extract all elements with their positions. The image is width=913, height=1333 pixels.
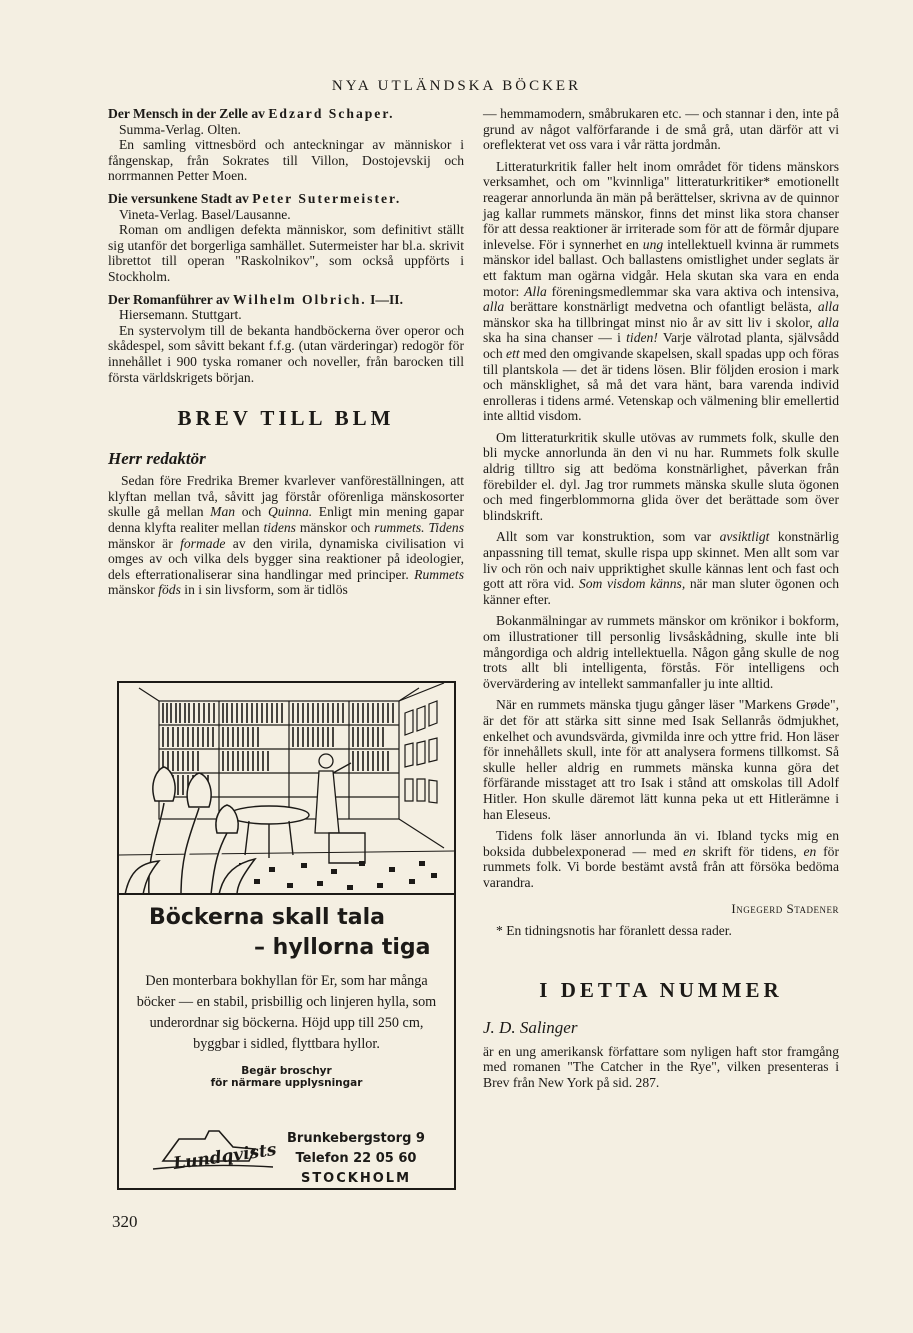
bookshelf-advertisement (117, 681, 456, 1190)
book-author: Edzard Schaper. (268, 106, 395, 121)
ad-cta-line2: för närmare upplysningar (210, 1077, 363, 1089)
book-description: En systervolym till de bekanta handböckerna över operor och skådespel, som såvitt bekant f.f.g. (utan värderingar) redogör för innehållet i 900 tyska romaner och noveller, från barocken till första världskrigets början. (108, 322, 464, 385)
ad-headline-line1: Böckerna skall tala (149, 905, 385, 930)
book-title: Der Mensch in der Zelle av (108, 106, 269, 121)
page-number: 320 (112, 1212, 138, 1231)
letter-paragraph: Bokanmälningar av rummets mänskor om krönikor i bokform, om illustrationer till personlig livsåskådning, skulle inte bli mångordiga och aldrig intellektuella. Någon gång skulle de nog trots allt bli intelligenta, förstås. För intelligens och övervärdering av intellekt sammanfaller ju inte alltid. (483, 613, 839, 691)
letter-paragraph: Tidens folk läser annorlunda än vi. Ibland tycks mig en boksida dubbelexponerad — med en skrift för tidens, en för rummets folk. Vi borde bestämt avstå från att försöka bedöma varandra. (483, 828, 840, 890)
right-column (483, 106, 839, 1091)
book-title: Der Romanführer av (108, 291, 233, 307)
letter-salutation: Herr redaktör (108, 448, 206, 468)
book-entry (108, 106, 464, 184)
contributor-text: är en ung amerikansk författare som nyligen haft stor framgång med romanen "The Catcher in the Rye", vilken presenteras i Brev från New York på sid. 287. (483, 1043, 839, 1091)
lundqvists-logo (149, 1119, 277, 1179)
book-description: Roman om andligen defekta människor, som definitivt ställt sig utanför det borgerliga samhället. Sutermeister har bl.a. skrivit librettot till operan "Raskolnikov", som också uppförts i Stockholm. (108, 222, 464, 284)
letter-paragraph: När en rummets mänska tjugu gånger läser "Markens Grøde", är det för att stärka sitt sinne med Isak Sellanrås ödmjukhet, enkelhet och avundsvärda, givmilda inre och yttre frid. Hon läser för innehållets skull, inte för att analysera formens tillkomst. Så skulle heller aldrig en rummets mänska kunna göra det förfärande misstaget att tro Isak i stånd att omskolas till Adolf Hitler. Hon skulle däremot lätt kunna peka ut ett Hitlerämne i han Eleseus. (483, 697, 839, 822)
book-publisher: Vineta-Verlag. Basel/Lausanne. (119, 206, 291, 222)
letter-paragraph: — hemmamodern, småbrukaren etc. — och stannar i den, inte på grund av något valförfarande i de små grå, utan därför att vi oreflekterat vet oss vara i vår rätta jordmån. (483, 106, 839, 153)
letter-paragraph: Allt som var konstruktion, som var avsiktligt konstnärlig anpassning till temat, skulle rispa upp skinnet. Men allt som var liv och rön och naiv uppriktighet skulle kännas lent och fast och gott att röra vid. Som visdom känns, när man sluter ögonen och känner efter. (483, 529, 839, 607)
book-entry (108, 191, 464, 285)
book-volumes: I—II. (366, 291, 403, 307)
left-column (108, 106, 464, 598)
ad-phone: Telefon 22 05 60 (295, 1151, 417, 1166)
letter-paragraph: Om litteraturkritik skulle utövas av rummets folk, skulle den bli mycke annorlunda än den vi nu har. Rummets folk skulle aldrig tilltro sig att bedöma konstnärlighet, påverkan från förebilder el. dyl. Jag tror rummets mänska skulle sluta ögonen och med fingerblommorna glida över det berättade som över blindskrift. (483, 429, 839, 523)
book-description: En samling vittnesbörd och anteckningar av människor i fångenskap, från Sokrates till Villon, Dostojevskij och norrmannen Petter Moen. (108, 137, 464, 184)
book-publisher: Summa-Verlag. Olten. (119, 121, 241, 137)
letter-paragraph: Litteraturkritik faller helt inom området för tidens mänskors verksamhet, och om "kvinnliga" litteraturkritiker* emotionellt reagerar annorlunda än män på berättelser, skrivna av de quinnor jag kallar rummets mänskor, finns det minst lika stora chanser för att dessa reaktioner är irriterade som för att de förmår djupare inlevelse. För i synnerhet en ung intellektuell kvinna är rummets mänskor idel ballast. Och ballastens omistlighet under seglats är ett faktum man ogärna vidgår. Hela skutan ska vara en enda motor: Alla föreningsmedlemmar ska vara aktiva och intensiva, alla berättare konstnärligt medvetna och ofantligt belästa, alla mänskor ska ha tillbringat minst nio år av sitt liv i skolor, alla ska ha sina chanser — i tiden! Varje välrotad planta, självsådd och ett med den omgivande skapelsen, skall spadas upp och föras till plantskola — det är tidens lösen. Blir följden erosion i mark och mänsklighet, så må det vara hänt, bara varenda individ enrolleras i tidens armé. Vetenskap och välmening blir emellertid inte alltid visdom. (483, 158, 840, 424)
ad-headline (119, 903, 454, 963)
letter-heading: BREV TILL BLM (177, 406, 395, 431)
running-head: NYA UTLÄNDSKA BÖCKER (331, 78, 582, 94)
ad-body: Den monterbara bokhyllan för Er, som har många böcker — en stabil, prisbillig och linjeren hylla, som underordnar sig böckerna. Höjd upp till 250 cm, byggbar i sidled, flyttbara hyllor. (136, 973, 437, 1052)
letter-paragraph: Sedan före Fredrika Bremer kvarlever vanföreställningen, att klyftan mellan två, såvitt jag förstår oförenliga mänskosorter skulle gå mellan Man och Quinna. Enligt min mening gapar denna klyfta realiter mellan tidens mänskor och rummets. Tidens mänskor är formade av den virila, dynamiska civilisation vi omges av och vilka dels bygger sina reaktioner på ideologier, dels efterrationaliserar sina handlingar med principer. Rummets mänskor föds in i sin livsform, som är tidlös (108, 473, 464, 598)
nummer-heading: I DETTA NUMMER (539, 977, 783, 1002)
book-title: Die versunkene Stadt av (108, 190, 253, 206)
ad-city: STOCKHOLM (300, 1171, 412, 1186)
letter-signature: Ingegerd Stadener (731, 900, 839, 916)
book-entry (108, 292, 464, 386)
contributor-name: J. D. Salinger (483, 1018, 578, 1038)
book-publisher: Hiersemann. Stuttgart. (119, 307, 242, 323)
ad-address: Brunkebergstorg 9 (287, 1131, 425, 1146)
book-author: Wilhelm Olbrich. (232, 291, 367, 307)
ad-call-to-action (119, 1065, 454, 1089)
ad-contact (287, 1129, 425, 1189)
footnote: * En tidningsnotis har föranlett dessa rader. (496, 923, 732, 939)
library-illustration (119, 683, 454, 895)
logo-wordmark: Lundqvists (172, 1139, 278, 1175)
ad-cta-line1: Begär broschyr (241, 1065, 332, 1077)
book-author: Peter Sutermeister. (252, 190, 402, 206)
ad-headline-line2: – hyllorna tiga (254, 935, 431, 960)
